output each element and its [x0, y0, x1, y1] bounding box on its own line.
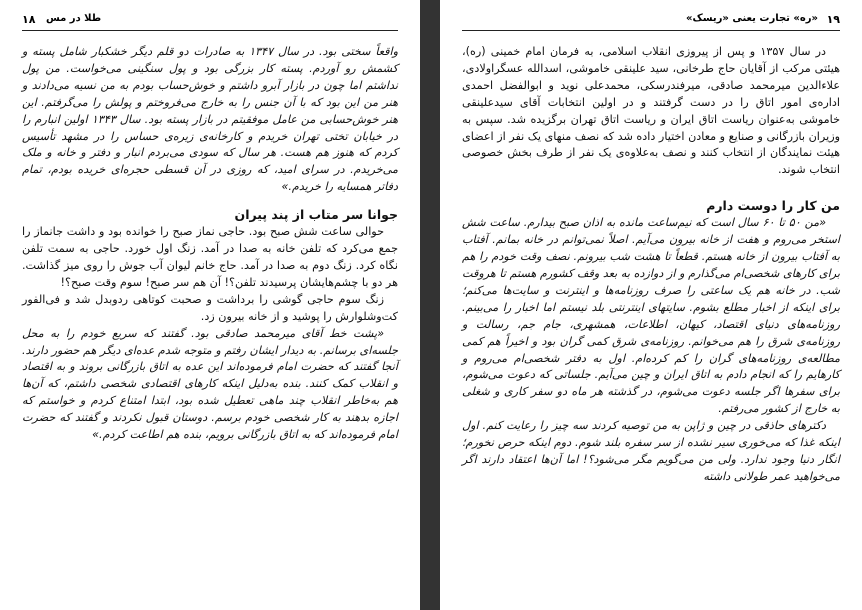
- section-heading: من کار را دوست دارم: [706, 198, 840, 214]
- paragraph: «من ۵۰ تا ۶۰ سال است که نیم‌ساعت مانده به اذان صبح بیدارم. ساعت شش استخر می‌روم و هفت از خانه بیرون می‌آیم. اصلاً نمی‌توانم در خانه بمانم. آفتاب به آفتاب بیرون از خانه هستم. قطعاً تا هشت شب بیرونم. نصف وقت خودم را هم برای کارهای شخصی‌ام می‌گذارم و از دوازده به بعد وقف کشورم هستم تا هروقت شب. در خانه هم یک ساعتی را صرف روزنامه‌ها و اینترنت و سایت‌ها می‌کنم؛ برای اینکه از اخبار مطلع بشوم. سایتهای اینترنتی بلد نیستم اما اخبار را می‌بینم. روزنامه‌های دنیای اقتصاد، کیهان، اطلاعات، همشهری، جام جم، رسالت و روزنامه‌ی شرق را هم می‌خوانم. روزنامه‌ی شرق کمی گران بود و اخیراً هم کمی مطالعه‌ی روزنامه‌های گران را کم کرده‌ام. اول به دفتر شخصی‌ام می‌روم و کارهایم را که انجام دادم به اتاق ایران و چین می‌آیم. جلساتی که دعوت می‌شوم، برای سفرها اگر جلسه دعوت می‌شوم، در گذشته هر ماه دو سفر کاری و شغلی به خارج از کشور می‌رفتم.: [462, 216, 840, 416]
- section-heading: جوانا سر متاب از پند پیران: [234, 207, 398, 223]
- left-page-header: [22, 8, 398, 31]
- paragraph: زنگ سوم حاجی گوشی را برداشت و صحبت کوتاهی ردوبدل شد و فی‌الفور کت‌وشلوارش را پوشید و از خانه بیرون زد.: [22, 292, 398, 323]
- running-title: طلا در مس: [46, 13, 102, 24]
- paragraph: «پشت خط آقای میرمحمد صادقی بود. گفتند که سریع خودم را به محل جلسه‌ای برسانم. به دیدار ایشان رفتم و متوجه شدم عده‌ای دیگر هم حضور دارند. آنجا گفتند که حضرت امام فرموده‌اند این عده به اتاق بازرگانی بروند و به اقتصاد و انقلاب کمک کنند. بنده به‌دلیل اینکه کارهای اقتصادی شخصی داشتم، که آن‌ها هم به‌خاطر انقلاب چند ماهی تعطیل شده بود، ابتدا امتناع کردم و خواستم که اجازه بدهند به کار شخصی خودم برسم. دوستان قبول نکردند و گفتند که حضرت امام فرموده‌اند که به اتاق بازرگانی برویم، بنده هم اطاعت کردم.»: [22, 326, 398, 442]
- paragraph: واقعاً سختی بود. در سال ۱۳۴۷ به صادرات دو قلم دیگر خشکبار شامل پسته و کشمش رو آوردم. پسته کار بزرگی بود و پول سنگینی می‌خواست. من پول نداشتم اما چون در بازار آبرو داشتم و خوش‌حساب بودم به من نسیه می‌دادند و هنر من این بود که با آن جنس را به خارج می‌فروختم و پولش را می‌گرفتم. این هنر خوش‌حسابی من عامل موفقیتم در بازار پسته بود. سال ۱۳۴۳ اولین انبارم را در خیابان تختی تهران خریدم و کارخانه‌ی زیره‌ی حساس را در مشهد تأسیس کردم که هنوز هم هست. هر سال که سودی می‌بردم انبار و دفتر و خانه و ملک می‌خریدم. در سرای امید، که روزی در آن قسطی حجره‌ای خریده بودم، تمام دفاتر همسایه را خریدم.»: [22, 45, 398, 194]
- page-number: ۱۹: [826, 13, 840, 26]
- book-spine: [420, 0, 440, 610]
- right-page-body: [462, 44, 840, 486]
- page-number: ۱۸: [22, 13, 36, 26]
- running-title: «ره» تجارت یعنی «ریسک»: [686, 13, 818, 24]
- paragraph: حوالی ساعت شش صبح بود. حاجی نماز صبح را خوانده بود و داشت جانماز را جمع می‌کرد که تلفن خانه به صدا در آمد. زنگ اول خورد. حاجی به سمت تلفن نگاه کرد. زنگ دوم به صدا در آمد. حاج خانم لیوان آب جوش را روی میز گذاشت. هر دو با چشم‌هایشان پرسیدند تلفن؟! آن هم سر صبح! سوم وقت صبح؟!: [22, 225, 398, 289]
- left-page: [0, 0, 420, 610]
- right-page-header: [462, 8, 840, 31]
- left-page-body: [22, 44, 398, 444]
- paragraph: دکترهای حاذقی در چین و ژاپن به من توصیه کردند سه چیز را رعایت کنم. اول اینکه غذا که می‌خوری سیر نشده از سر سفره بلند شوم. دوم اینکه حرص نخورم؛ انگار دنیا وجود ندارد. ولی من می‌گویم مگر می‌شود؟! اما آن‌ها اعتقاد دارند اگر می‌خواهید عمر طولانی داشته: [462, 419, 840, 483]
- paragraph: در سال ۱۳۵۷ و پس از پیروزی انقلاب اسلامی، به فرمان امام خمینی (ره)، هیئتی مرکب از آقایان حاج طرخانی، سید علینقی خاموشی، اسدالله عسگراولادی، علاءالدین میرمحمد صادقی، میرفندرسکی، محمدعلی نوید و ابوالفضل احمدی اداره‌ی امور اتاق را در دست گرفتند و در اولین انتخابات آقای سیدعلینقی خاموشی به‌عنوان ریاست اتاق ایران و ریاست اتاق تهران برگزیده شد. سپس به وزیران بازرگانی و صنایع و معادن اختیار داده شد که نصف منهای یک نفر از اعضای هیئت نمایندگان از انتخاب کنند و نصف به‌علاوه‌ی یک نفر از طرف بخش خصوصی انتخاب شوند.: [462, 45, 840, 177]
- right-page: [440, 0, 862, 610]
